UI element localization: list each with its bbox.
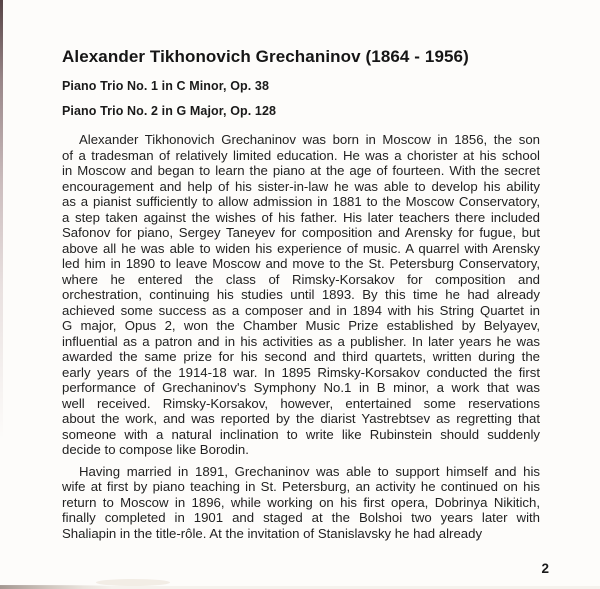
- scan-edge-artifact-bottom: [0, 585, 112, 589]
- page-title: Alexander Tikhonovich Grechaninov (1864 - 1956): [62, 47, 469, 66]
- work-title-2: Piano Trio No. 2 in G Major, Op. 128: [62, 104, 277, 118]
- text-line: decide to compose like Borodin.: [62, 442, 249, 457]
- scan-edge-artifact-left: [0, 0, 3, 440]
- text-line: led him in 1890 to leave Moscow and move to the St. Petersburg Conservatory,: [62, 256, 540, 271]
- text-line: wife at first by piano teaching in St. Petersburg, an activity he continued on his: [62, 479, 540, 494]
- text-line: finally completed in 1901 and staged at the Bolshoi two years later with: [62, 510, 540, 525]
- text-line: Having married in 1891, Grechaninov was able to support himself and his: [79, 463, 540, 479]
- text-line: performance of Grechaninov's Symphony No.1 in B minor, a work that was: [62, 380, 540, 395]
- scan-smudge: [96, 579, 170, 586]
- text-line: orchestration, continuing his studies until 1893. By this time he had already: [62, 287, 540, 302]
- text-line: Shaliapin in the title-rôle. At the invitation of Stanislavsky he had already: [62, 525, 483, 541]
- text-line: as a pianist sufficiently to allow admission in 1881 to the Moscow Conservatory,: [62, 194, 540, 209]
- text-line: above all he was able to widen his experience of music. A quarrel with Arensky: [62, 240, 540, 256]
- page-number: 2: [541, 561, 549, 576]
- text-line: a step taken against the wishes of his father. His later teachers there included: [62, 209, 540, 225]
- text-line: early years of the 1914-18 war. In 1895 Rimsky-Korsakov conducted the first: [62, 364, 540, 380]
- text-line: G major, Opus 2, won the Chamber Music Prize established by Belyayev,: [62, 318, 540, 333]
- text-line: well received. Rimsky-Korsakov, however, entertained some reservations: [62, 395, 540, 411]
- text-line: about the work, and was reported by the diarist Yastrebtsev as regretting that: [62, 411, 540, 426]
- text-line: in Moscow and began to learn the piano at the age of fourteen. With the secret: [62, 163, 540, 178]
- work-title-1: Piano Trio No. 1 in C Minor, Op. 38: [62, 79, 269, 93]
- text-line: of a tradesman of relatively limited education. He was a chorister at his school: [62, 147, 540, 163]
- body-text: [62, 132, 540, 541]
- text-line: Alexander Tikhonovich Grechaninov was born in Moscow in 1856, the son: [79, 132, 540, 147]
- text-line: Safonov for piano, Sergey Taneyev for composition and Arensky for fugue, but: [62, 225, 540, 240]
- text-line: awarded the same prize for his second and third quartets, written during the: [62, 349, 540, 364]
- text-line: return to Moscow in 1896, while working on his first opera, Dobrinya Nikitich,: [62, 494, 540, 510]
- text-line: encouragement and help of his sister-in-law he was able to develop his ability: [62, 178, 540, 194]
- paragraph: [62, 132, 540, 458]
- text-line: someone with a natural inclination to write like Rubinstein should suddenly: [62, 426, 540, 442]
- paragraph: [62, 464, 540, 542]
- text-line: where he entered the class of Rimsky-Korsakov for composition and: [62, 271, 540, 287]
- text-line: influential as a patron and in his activities as a publisher. In later years he was: [62, 333, 540, 349]
- page-content: [62, 47, 540, 547]
- text-line: achieved some success as a composer and in 1894 with his String Quartet in: [62, 302, 540, 318]
